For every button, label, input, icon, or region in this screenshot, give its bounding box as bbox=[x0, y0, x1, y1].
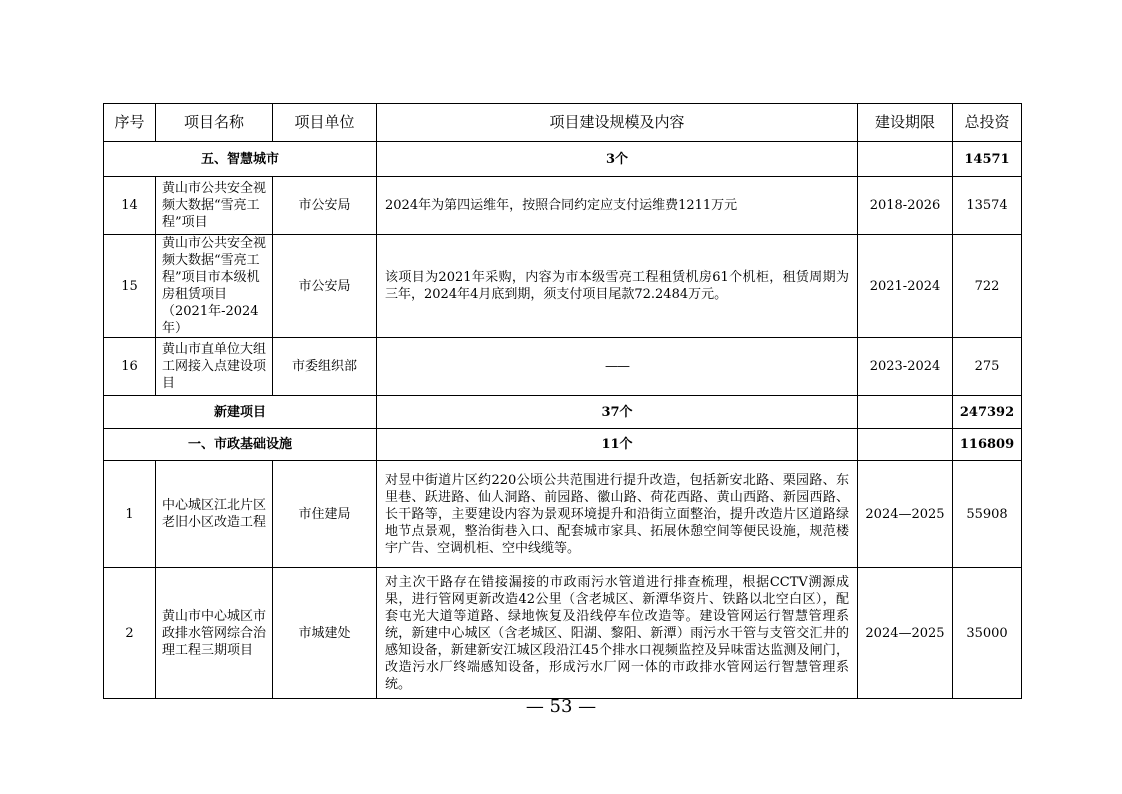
row-name: 黄山市直单位大组工网接入点建设项目 bbox=[156, 338, 273, 396]
row-investment: 55908 bbox=[953, 461, 1022, 568]
row-content: 对昱中街道片区约220公顷公共范围进行提升改造，包括新安北路、栗园路、东里巷、跃进路、仙人洞路、前园路、徽山路、荷花西路、黄山西路、新园西路、长干路等，主要建设内容为景观环境提升和沿街立面整治，提升改造片区道路绿地节点景观，整治街巷入口、配套城市家具、拓展休憩空间等便民设施，规范楼宇广告、空调机柜、空中线缆等。 bbox=[377, 461, 858, 568]
header-content: 项目建设规模及内容 bbox=[377, 104, 858, 142]
table-row bbox=[104, 568, 1022, 699]
section-period-empty bbox=[858, 142, 953, 177]
row-period: 2018-2026 bbox=[858, 177, 953, 235]
row-investment: 35000 bbox=[953, 568, 1022, 699]
row-seq: 2 bbox=[104, 568, 156, 699]
row-content: —— bbox=[377, 338, 858, 396]
section-title: 五、智慧城市 bbox=[104, 142, 377, 177]
row-name: 中心城区江北片区老旧小区改造工程 bbox=[156, 461, 273, 568]
row-period: 2024—2025 bbox=[858, 461, 953, 568]
header-investment: 总投资 bbox=[953, 104, 1022, 142]
row-unit: 市住建局 bbox=[273, 461, 377, 568]
row-period: 2021-2024 bbox=[858, 235, 953, 338]
header-period: 建设期限 bbox=[858, 104, 953, 142]
table-row bbox=[104, 461, 1022, 568]
row-seq: 14 bbox=[104, 177, 156, 235]
row-investment: 13574 bbox=[953, 177, 1022, 235]
section-period-empty bbox=[858, 429, 953, 461]
row-period: 2023-2024 bbox=[858, 338, 953, 396]
row-name: 黄山市公共安全视频大数据“雪亮工程”项目 bbox=[156, 177, 273, 235]
section-count: 3个 bbox=[377, 142, 858, 177]
row-unit: 市公安局 bbox=[273, 235, 377, 338]
project-table bbox=[103, 103, 1022, 699]
table-header-row bbox=[104, 104, 1022, 142]
section-investment: 116809 bbox=[953, 429, 1022, 461]
row-unit: 市委组织部 bbox=[273, 338, 377, 396]
section-count: 11个 bbox=[377, 429, 858, 461]
section-investment: 14571 bbox=[953, 142, 1022, 177]
section-investment: 247392 bbox=[953, 396, 1022, 429]
page-number: — 53 — bbox=[525, 696, 597, 717]
section-row-new-projects bbox=[104, 396, 1022, 429]
row-name: 黄山市公共安全视频大数据“雪亮工程”项目市本级机房租赁项目（2021年-2024年） bbox=[156, 235, 273, 338]
row-period: 2024—2025 bbox=[858, 568, 953, 699]
row-content: 该项目为2021年采购，内容为市本级雪亮工程租赁机房61个机柜，租赁周期为三年，2024年4月底到期，须支付项目尾款72.2484万元。 bbox=[377, 235, 858, 338]
row-investment: 722 bbox=[953, 235, 1022, 338]
row-content: 对主次干路存在错接漏接的市政雨污水管道进行排查梳理，根据CCTV溯源成果，进行管网更新改造42公里（含老城区、新潭华资片、铁路以北空白区），配套屯光大道等道路、绿地恢复及沿线停车位改造等。建设管网运行智慧管理系统，新建中心城区（含老城区、阳湖、黎阳、新潭）雨污水干管与支管交汇井的感知设备，新建新安江城区段沿江45个排水口视频监控及异味雷达监测及闸门，改造污水厂终端感知设备，形成污水厂网一体的市政排水管网运行智慧管理系统。 bbox=[377, 568, 858, 699]
header-unit: 项目单位 bbox=[273, 104, 377, 142]
row-unit: 市城建处 bbox=[273, 568, 377, 699]
table-row bbox=[104, 235, 1022, 338]
row-seq: 1 bbox=[104, 461, 156, 568]
section-row-municipal bbox=[104, 429, 1022, 461]
section-title: 新建项目 bbox=[104, 396, 377, 429]
table-row bbox=[104, 338, 1022, 396]
row-content: 2024年为第四运维年，按照合同约定应支付运维费1211万元 bbox=[377, 177, 858, 235]
section-count: 37个 bbox=[377, 396, 858, 429]
table-row bbox=[104, 177, 1022, 235]
header-seq: 序号 bbox=[104, 104, 156, 142]
section-period-empty bbox=[858, 396, 953, 429]
row-investment: 275 bbox=[953, 338, 1022, 396]
row-unit: 市公安局 bbox=[273, 177, 377, 235]
row-seq: 15 bbox=[104, 235, 156, 338]
row-name: 黄山市中心城区市政排水管网综合治理工程三期项目 bbox=[156, 568, 273, 699]
section-title: 一、市政基础设施 bbox=[104, 429, 377, 461]
section-row-smart-city bbox=[104, 142, 1022, 177]
row-seq: 16 bbox=[104, 338, 156, 396]
header-name: 项目名称 bbox=[156, 104, 273, 142]
